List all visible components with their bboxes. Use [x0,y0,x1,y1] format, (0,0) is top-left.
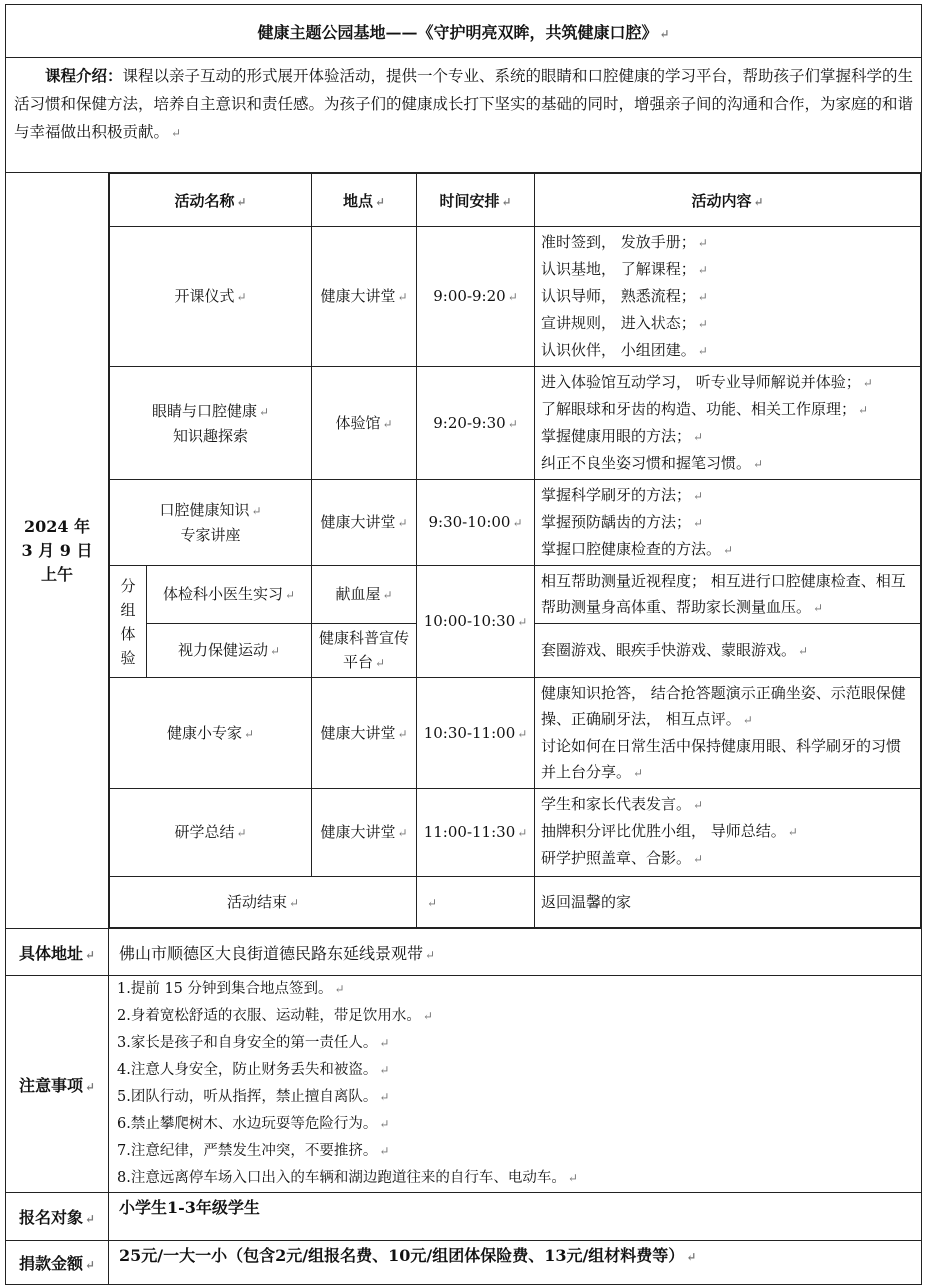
group-label: 分 组 体 验 [110,566,147,678]
activity-place: 健康科普宣传平台 ↵ [312,624,417,678]
activity-end-content: 返回温馨的家 [535,877,921,928]
table-row [110,367,921,480]
activity-content: 套圈游戏、眼疾手快游戏、蒙眼游戏。 ↵ [535,624,921,678]
address-label: 具体地址 ↵ [6,929,109,976]
activity-name: 眼睛与口腔健康 ↵ 知识趣探索 [110,367,312,480]
activity-name: 视力保健运动 ↵ [147,624,312,678]
activity-place: 健康大讲堂 ↵ [312,678,417,789]
activity-content: 学生和家长代表发言。 ↵ 抽牌积分评比优胜小组， 导师总结。 ↵ 研学护照盖章、合影。 ↵ [535,789,921,877]
activity-content: 准时签到， 发放手册； ↵ 认识基地， 了解课程； ↵ 认识导师， 熟悉流程； ↵ 宣讲规则， 进入状态； ↵ 认识伙伴， 小组团建。 ↵ [535,227,921,367]
activity-content: 掌握科学刷牙的方法； ↵ 掌握预防龋齿的方法； ↵ 掌握口腔健康检查的方法。 ↵ [535,480,921,566]
header-time: 时间安排 ↵ [417,174,535,227]
course-table [5,4,922,1285]
page-title: 健康主题公园基地——《守护明亮双眸，共筑健康口腔》 ↵ [6,5,922,58]
activity-place: 健康大讲堂 ↵ [312,480,417,566]
intro-label: 课程介绍： [45,66,123,85]
event-date: 2024 年 3 月 9 日 上午 [6,173,109,929]
activity-content: 相互帮助测量近视程度； 相互进行口腔健康检查、相互帮助测量身高体重、帮助家长测量血压。 ↵ [535,566,921,624]
activity-time: 9:20-9:30 ↵ [417,367,535,480]
activity-name: 口腔健康知识 ↵ 专家讲座 [110,480,312,566]
activity-content: 进入体验馆互动学习， 听专业导师解说并体验； ↵ 了解眼球和牙齿的构造、功能、相关工作原理； ↵ 掌握健康用眼的方法； ↵ 纠正不良坐姿习惯和握笔习惯。 ↵ [535,367,921,480]
list-item: 6.禁止攀爬树木、水边玩耍等危险行为。 ↵ [117,1116,390,1132]
activity-name: 开课仪式 ↵ [110,227,312,367]
activity-time: 10:30-11:00 ↵ [417,678,535,789]
activity-place: 健康大讲堂 ↵ [312,789,417,877]
header-content: 活动内容 ↵ [535,174,921,227]
activity-name: 健康小专家 ↵ [110,678,312,789]
list-item: 2.身着宽松舒适的衣服、运动鞋，带足饮用水。 ↵ [117,1008,433,1024]
list-item: 7.注意纪律，严禁发生冲突，不要推挤。 ↵ [117,1143,390,1159]
table-row [110,678,921,789]
fee-label: 捐款金额 ↵ [6,1241,109,1285]
table-row [110,789,921,877]
list-item: 1.提前 15 分钟到集合地点签到。 ↵ [117,981,345,997]
activity-time: 9:00-9:20 ↵ [417,227,535,367]
activity-time: 10:00-10:30 ↵ [417,566,535,678]
list-item: 5.团队行动，听从指挥，禁止擅自离队。 ↵ [117,1089,390,1105]
activity-end: 活动结束 ↵ [110,877,417,928]
schedule-header [110,174,921,227]
list-item: 3.家长是孩子和自身安全的第一责任人。 ↵ [117,1035,390,1051]
activity-name: 研学总结 ↵ [110,789,312,877]
notes-list [109,976,922,1193]
notes-label: 注意事项 ↵ [6,976,109,1193]
activity-place: 体验馆 ↵ [312,367,417,480]
intro-text: 课程以亲子互动的形式展开体验活动，提供一个专业、系统的眼睛和口腔健康的学习平台，帮助孩子们掌握科学的生活习惯和保健方法，培养自主意识和责任感。为孩子们的健康成长打下坚实的基础的同时，增强亲子间的沟通和合作，为家庭的和谐与幸福做出积极贡献。 [14,67,914,141]
activity-content: 健康知识抢答， 结合抢答题演示正确坐姿、示范眼保健操、正确刷牙法， 相互点评。 ↵ 讨论如何在日常生活中保持健康用眼、科学刷牙的习惯并上台分享。 ↵ [535,678,921,789]
list-item: 4.注意人身安全，防止财务丢失和被盗。 ↵ [117,1062,390,1078]
table-row: 活动结束 ↵ ↵ 返回温馨的家 [110,877,921,928]
activity-time: 9:30-10:00 ↵ [417,480,535,566]
header-name: 活动名称 ↵ [110,174,312,227]
target-label: 报名对象 ↵ [6,1193,109,1241]
list-item: 8.注意远离停车场入口出入的车辆和湖边跑道往来的自行车、电动车。 ↵ [117,1170,578,1186]
course-intro: 课程介绍：课程以亲子互动的形式展开体验活动，提供一个专业、系统的眼睛和口腔健康的学习平台，帮助孩子们掌握科学的生活习惯和保健方法，培养自主意识和责任感。为孩子们的健康成长打下坚实的基础的同时，增强亲子间的沟通和合作，为家庭的和谐与幸福做出积极贡献。 ↵ [6,58,922,173]
target-value: 小学生1-3年级学生 [109,1193,922,1241]
table-row [110,566,921,624]
fee-value: 25元/一大一小（包含2元/组报名费、10元/组团体保险费、13元/组材料费等） ↵ [109,1241,922,1285]
header-place: 地点 ↵ [312,174,417,227]
activity-place: 健康大讲堂 ↵ [312,227,417,367]
address-value: 佛山市顺德区大良街道德民路东延线景观带 ↵ [109,929,922,976]
activity-place: 献血屋 ↵ [312,566,417,624]
table-row [110,227,921,367]
schedule-table [109,173,921,928]
activity-time: 11:00-11:30 ↵ [417,789,535,877]
table-row [110,480,921,566]
activity-name: 体检科小医生实习 ↵ [147,566,312,624]
